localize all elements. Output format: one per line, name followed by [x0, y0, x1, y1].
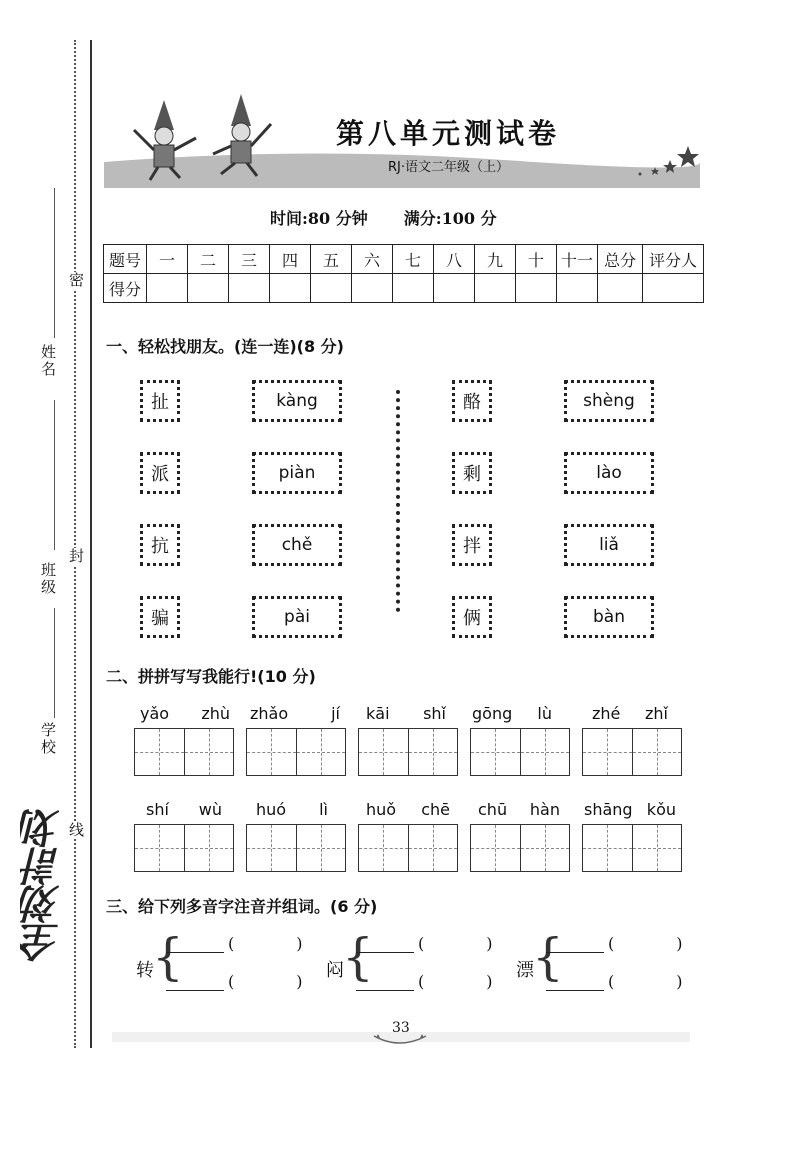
score-table-header-cell: 八: [434, 245, 475, 274]
char-box[interactable]: 派: [140, 452, 180, 494]
score-table-score-row: [104, 274, 704, 303]
brand-logo: 全効計划: [20, 810, 66, 962]
score-cell[interactable]: [311, 274, 352, 303]
answer-row[interactable]: ( ): [166, 934, 303, 953]
score-cell[interactable]: [434, 274, 475, 303]
brace-icon: {: [532, 928, 564, 986]
school-field[interactable]: [54, 608, 55, 718]
writing-grid[interactable]: [582, 824, 682, 872]
class-field[interactable]: [54, 400, 55, 550]
writing-grid[interactable]: [470, 728, 570, 776]
score-table-header-cell: 四: [270, 245, 311, 274]
seal-mark-1: 密: [67, 272, 85, 289]
answer-row[interactable]: ( ): [546, 934, 683, 953]
writing-grid[interactable]: [134, 824, 234, 872]
pinyin-label: shí wù: [146, 800, 222, 819]
answer-row[interactable]: ( ): [356, 934, 493, 953]
score-table-header-cell: 二: [188, 245, 229, 274]
pinyin-label: zhé zhǐ: [592, 704, 668, 723]
binding-line: [90, 40, 92, 1048]
brace-icon: {: [342, 928, 374, 986]
char-box[interactable]: 扯: [140, 380, 180, 422]
score-table-header-cell: 题号: [104, 245, 147, 274]
writing-grid[interactable]: [246, 824, 346, 872]
page-number: 33: [392, 1020, 410, 1036]
section3-title: 三、给下列多音字注音并组词。(6 分): [106, 897, 378, 916]
name-label: 姓名: [39, 344, 57, 378]
char-box[interactable]: 酪: [452, 380, 492, 422]
brace-icon: {: [152, 928, 184, 986]
pinyin-box[interactable]: kàng: [252, 380, 342, 422]
char-box[interactable]: 剩: [452, 452, 492, 494]
char-box[interactable]: 俩: [452, 596, 492, 638]
score-table-header-cell: 三: [229, 245, 270, 274]
pinyin-box[interactable]: lào: [564, 452, 654, 494]
cut-line-dotted: [74, 40, 76, 1048]
char-box[interactable]: 抗: [140, 524, 180, 566]
pinyin-box[interactable]: bàn: [564, 596, 654, 638]
score-cell[interactable]: [643, 274, 704, 303]
pinyin-label: zhǎo jí: [250, 704, 340, 723]
pinyin-label: chū hàn: [478, 800, 560, 819]
score-table-header-cell: 九: [475, 245, 516, 274]
score-table-header-cell: 一: [147, 245, 188, 274]
score-cell[interactable]: [188, 274, 229, 303]
score-cell[interactable]: [475, 274, 516, 303]
pinyin-box[interactable]: liǎ: [564, 524, 654, 566]
score-table-header-cell: 五: [311, 245, 352, 274]
exam-full-score: 满分:100 分: [403, 209, 497, 228]
score-table-header-cell: 总分: [598, 245, 643, 274]
seal-mark-2: 封: [67, 548, 85, 565]
answer-row[interactable]: ( ): [166, 972, 303, 991]
polyphone-char: 漂: [516, 960, 534, 981]
writing-grid[interactable]: [582, 728, 682, 776]
score-table-header-cell: 七: [393, 245, 434, 274]
char-box[interactable]: 骗: [140, 596, 180, 638]
writing-grid[interactable]: [358, 824, 458, 872]
polyphone-char: 闷: [326, 960, 344, 981]
score-cell[interactable]: [352, 274, 393, 303]
score-table: [103, 244, 704, 303]
answer-row[interactable]: ( ): [356, 972, 493, 991]
pinyin-box[interactable]: chě: [252, 524, 342, 566]
score-cell[interactable]: [598, 274, 643, 303]
score-cell[interactable]: [516, 274, 557, 303]
score-table-header-cell: 十一: [557, 245, 598, 274]
pinyin-label: gōng lù: [472, 704, 552, 723]
class-label: 班级: [39, 562, 57, 596]
school-label: 学校: [39, 722, 57, 756]
score-cell[interactable]: [270, 274, 311, 303]
score-row-label: 得分: [104, 274, 147, 303]
name-field[interactable]: [54, 188, 55, 338]
page-title: 第八单元测试卷: [336, 117, 561, 150]
pinyin-label: shāng kǒu: [584, 800, 676, 819]
pinyin-label: kāi shǐ: [366, 704, 446, 723]
divider-dotted: [396, 390, 400, 612]
pinyin-label: huó lì: [256, 800, 328, 819]
score-cell[interactable]: [229, 274, 270, 303]
section2-title: 二、拼拼写写我能行!(10 分): [106, 667, 316, 686]
pinyin-box[interactable]: piàn: [252, 452, 342, 494]
score-table-header-cell: 十: [516, 245, 557, 274]
score-cell[interactable]: [393, 274, 434, 303]
pinyin-label: huǒ chē: [366, 800, 450, 819]
score-table-header-cell: 六: [352, 245, 393, 274]
writing-grid[interactable]: [358, 728, 458, 776]
pinyin-box[interactable]: shèng: [564, 380, 654, 422]
seal-mark-3: 线: [67, 822, 85, 839]
pinyin-label: yǎo zhù: [140, 704, 230, 723]
writing-grid[interactable]: [470, 824, 570, 872]
polyphone-char: 转: [136, 960, 154, 981]
score-cell[interactable]: [557, 274, 598, 303]
score-table-header-cell: 评分人: [643, 245, 704, 274]
score-table-header-row: [104, 245, 704, 274]
writing-grid[interactable]: [134, 728, 234, 776]
score-cell[interactable]: [147, 274, 188, 303]
answer-row[interactable]: ( ): [546, 972, 683, 991]
writing-grid[interactable]: [246, 728, 346, 776]
exam-info: [270, 206, 533, 229]
char-box[interactable]: 拌: [452, 524, 492, 566]
section1-title: 一、轻松找朋友。(连一连)(8 分): [106, 337, 344, 356]
exam-time: 时间:80 分钟: [270, 209, 368, 228]
pinyin-box[interactable]: pài: [252, 596, 342, 638]
page-subtitle: RJ·语文二年级（上）: [388, 160, 509, 175]
